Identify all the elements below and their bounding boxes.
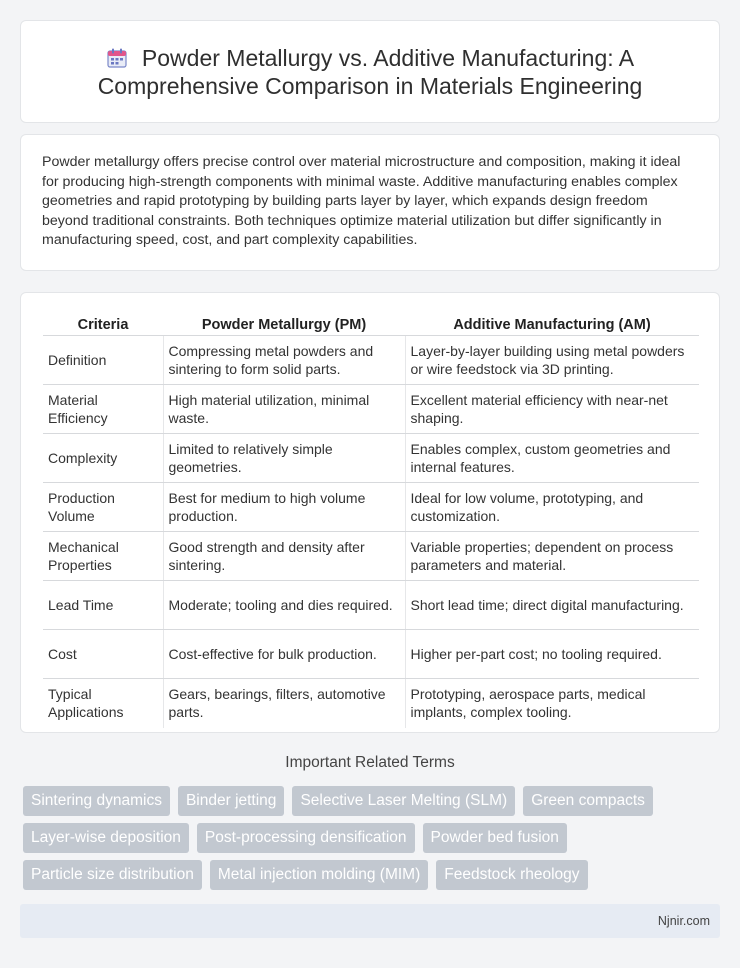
criteria-cell: Mechanical Properties [43, 532, 163, 581]
related-term-tag[interactable]: Layer-wise deposition [23, 823, 189, 853]
column-header-pm: Powder Metallurgy (PM) [163, 311, 405, 336]
related-term-tag[interactable]: Particle size distribution [23, 860, 202, 890]
summary-card [20, 134, 720, 271]
footer-site-link[interactable]: Njnir.com [657, 914, 710, 928]
table-row [43, 483, 699, 532]
pm-cell: Best for medium to high volume production. [163, 483, 405, 532]
am-cell: Prototyping, aerospace parts, medical implants, complex tooling. [410, 686, 646, 721]
pm-cell: Compressing metal powders and sintering to form solid parts. [163, 336, 405, 385]
related-term-tag[interactable]: Green compacts [523, 786, 653, 816]
related-terms-list [23, 786, 723, 890]
pm-cell: Limited to relatively simple geometries. [163, 434, 405, 483]
page-title [21, 44, 719, 100]
criteria-cell: Typical Applications [43, 679, 163, 728]
am-cell: Higher per-part cost; no tooling required. [405, 630, 699, 679]
am-cell: Short lead time; direct digital manufacturing. [405, 581, 699, 630]
pm-cell: Cost-effective for bulk production. [163, 630, 405, 679]
table-row [43, 532, 699, 581]
table-row [43, 630, 699, 679]
criteria-cell: Material Efficiency [43, 385, 163, 434]
column-header-criteria: Criteria [43, 311, 163, 336]
comparison-table-card [20, 292, 720, 733]
related-term-tag[interactable]: Metal injection molding (MIM) [210, 860, 428, 890]
criteria-cell: Definition [43, 336, 163, 385]
related-term-tag[interactable]: Sintering dynamics [23, 786, 170, 816]
criteria-cell: Complexity [43, 434, 163, 483]
related-term-tag[interactable]: Powder bed fusion [423, 823, 567, 853]
table-header-row [43, 311, 699, 336]
title-card [20, 20, 720, 123]
pm-cell: Good strength and density after sintering. [163, 532, 405, 581]
pm-cell: Gears, bearings, filters, automotive parts. [163, 679, 405, 728]
pm-cell: High material utilization, minimal waste. [163, 385, 405, 434]
criteria-cell: Production Volume [43, 483, 163, 532]
pm-cell: Moderate; tooling and dies required. [163, 581, 405, 630]
am-cell: Excellent material efficiency with near-net shaping. [405, 385, 699, 434]
comparison-table [43, 311, 699, 728]
summary-text: Powder metallurgy offers precise control over material microstructure and composition, making it ideal for producing high-strength components with minimal waste. Additive manufacturing enables complex geometries and rapid prototyping by building parts layer by layer, which expands design freedom beyond traditional constraints. Both techniques optimize material utilization but differ significantly in manufacturing speed, cost, and part complexity capabilities. [42, 154, 681, 249]
related-term-tag[interactable]: Binder jetting [178, 786, 284, 816]
criteria-cell: Cost [43, 630, 163, 679]
table-row [43, 581, 699, 630]
criteria-cell: Lead Time [43, 581, 163, 630]
column-header-am: Additive Manufacturing (AM) [405, 311, 699, 336]
am-cell: Enables complex, custom geometries and internal features. [405, 434, 699, 483]
related-term-tag[interactable]: Feedstock rheology [436, 860, 587, 890]
am-cell: Variable properties; dependent on process parameters and material. [405, 532, 699, 581]
am-cell: Layer-by-layer building using metal powders or wire feedstock via 3D printing. [405, 336, 699, 385]
table-row [43, 434, 699, 483]
related-terms-heading: Important Related Terms [285, 754, 455, 771]
related-term-tag[interactable]: Post-processing densification [197, 823, 415, 853]
calendar-icon [106, 47, 128, 69]
related-term-tag[interactable]: Selective Laser Melting (SLM) [292, 786, 515, 816]
table-row [43, 385, 699, 434]
am-cell: Ideal for low volume, prototyping, and customization. [405, 483, 699, 532]
table-row [43, 679, 699, 728]
page-title-text: Powder Metallurgy vs. Additive Manufacturing: A Comprehensive Comparison in Materials Engineering [97, 44, 643, 99]
footer [20, 904, 720, 938]
table-row [43, 336, 699, 385]
